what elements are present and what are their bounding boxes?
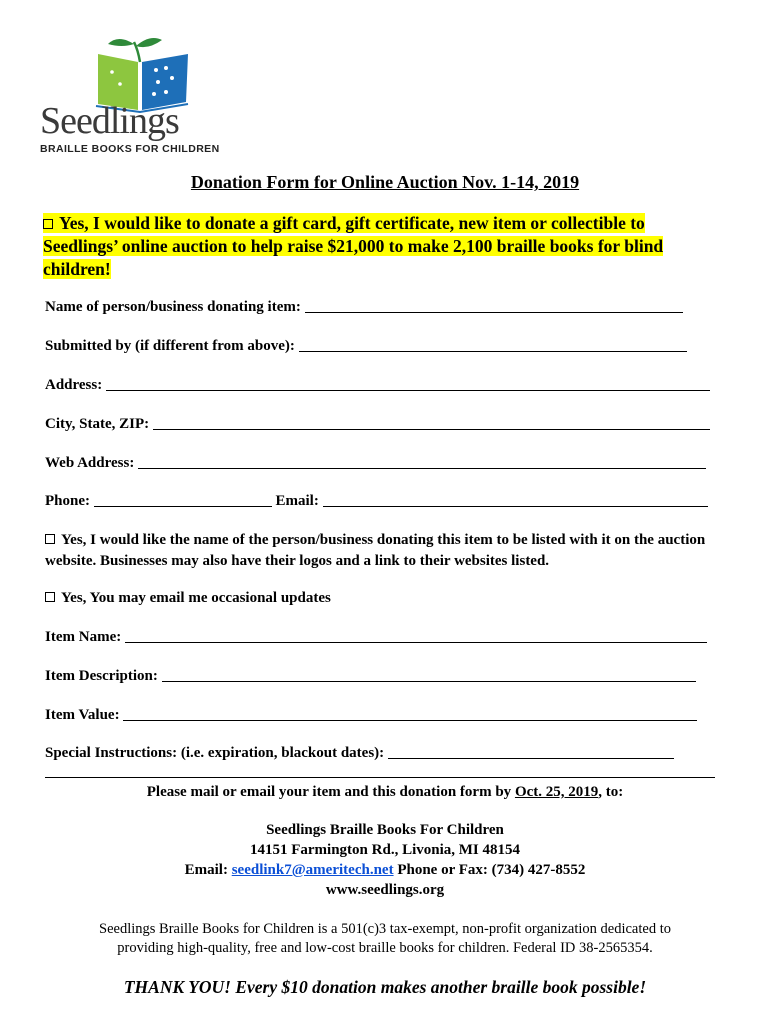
mail-prefix: Please mail or email your item and this donation form by [146, 784, 515, 800]
contact-website: www.seedlings.org [325, 882, 445, 898]
contact-email-label: Email: [184, 862, 232, 878]
special-instructions-line-2[interactable] [45, 777, 715, 778]
city-input[interactable] [153, 415, 710, 430]
submitted-by-input[interactable] [299, 337, 687, 352]
contact-email-phone [0, 862, 770, 879]
name-field-row [45, 298, 683, 316]
listing-option [45, 530, 735, 572]
city-row [45, 415, 710, 433]
web-input[interactable] [138, 454, 706, 469]
mail-instructions [0, 784, 770, 801]
item-description-row [45, 667, 696, 685]
item-value-input[interactable] [123, 706, 697, 721]
special-instructions-row [45, 744, 674, 762]
special-instructions-input[interactable] [388, 744, 674, 759]
phone-input[interactable] [94, 492, 272, 507]
contact-phone: Phone or Fax: (734) 427-8552 [393, 862, 586, 878]
fine-print-line-2: providing high-quality, free and low-cost braille books for children. Federal ID 38-2565354. [117, 940, 653, 956]
updates-option [45, 590, 331, 607]
listing-option-text: Yes, I would like the name of the person/business donating this item to be listed with it on the auction website. Businesses may also have their logos and a link to their websites listed. [45, 532, 706, 569]
item-name-input[interactable] [125, 628, 707, 643]
updates-checkbox[interactable] [45, 592, 55, 602]
updates-option-text: Yes, You may email me occasional updates [61, 590, 331, 606]
mail-suffix: , to: [598, 784, 624, 800]
thank-you-message: THANK YOU! Every $10 donation makes another braille book possible! [123, 977, 647, 997]
address-label: Address: [45, 377, 103, 393]
pledge-text: Yes, I would like to donate a gift card, gift certificate, new item or collectible to Seedlings’ online auction to help raise $21,000 to make 2,100 braille books for blind children! [43, 213, 664, 279]
email-label: Email: [275, 493, 319, 509]
contact-email-link[interactable]: seedlink7@ameritech.net [231, 862, 394, 878]
donation-pledge [43, 212, 693, 281]
email-input[interactable] [323, 492, 708, 507]
mail-deadline: Oct. 25, 2019 [514, 784, 599, 800]
pledge-checkbox[interactable] [43, 219, 53, 229]
name-field-input[interactable] [305, 298, 683, 313]
submitted-by-label: Submitted by (if different from above): [45, 338, 295, 354]
item-description-label: Item Description: [45, 668, 158, 684]
item-name-row [45, 628, 707, 646]
submitted-by-row [45, 337, 687, 355]
address-input[interactable] [106, 376, 710, 391]
name-field-label: Name of person/business donating item: [45, 299, 301, 315]
address-row [45, 376, 710, 394]
item-value-label: Item Value: [45, 707, 120, 723]
logo-wordmark: Seedlings [40, 100, 179, 142]
item-name-label: Item Name: [45, 629, 122, 645]
phone-email-row [45, 492, 708, 510]
special-instructions-label: Special Instructions: (i.e. expiration, blackout dates): [45, 745, 385, 761]
contact-street: 14151 Farmington Rd., Livonia, MI 48154 [249, 842, 520, 858]
item-value-row [45, 706, 697, 724]
form-title: Donation Form for Online Auction Nov. 1-14, 2019 [190, 172, 580, 192]
web-label: Web Address: [45, 455, 135, 471]
phone-label: Phone: [45, 493, 90, 509]
fine-print-line-1: Seedlings Braille Books for Children is a 501(c)3 tax-exempt, non-profit organization dedicated to [99, 921, 671, 937]
item-description-input[interactable] [162, 667, 696, 682]
listing-checkbox[interactable] [45, 534, 55, 544]
logo-subtitle: BRAILLE BOOKS FOR CHILDREN [40, 143, 220, 155]
web-row [45, 454, 706, 472]
city-label: City, State, ZIP: [45, 416, 150, 432]
contact-org: Seedlings Braille Books For Children [266, 822, 504, 838]
